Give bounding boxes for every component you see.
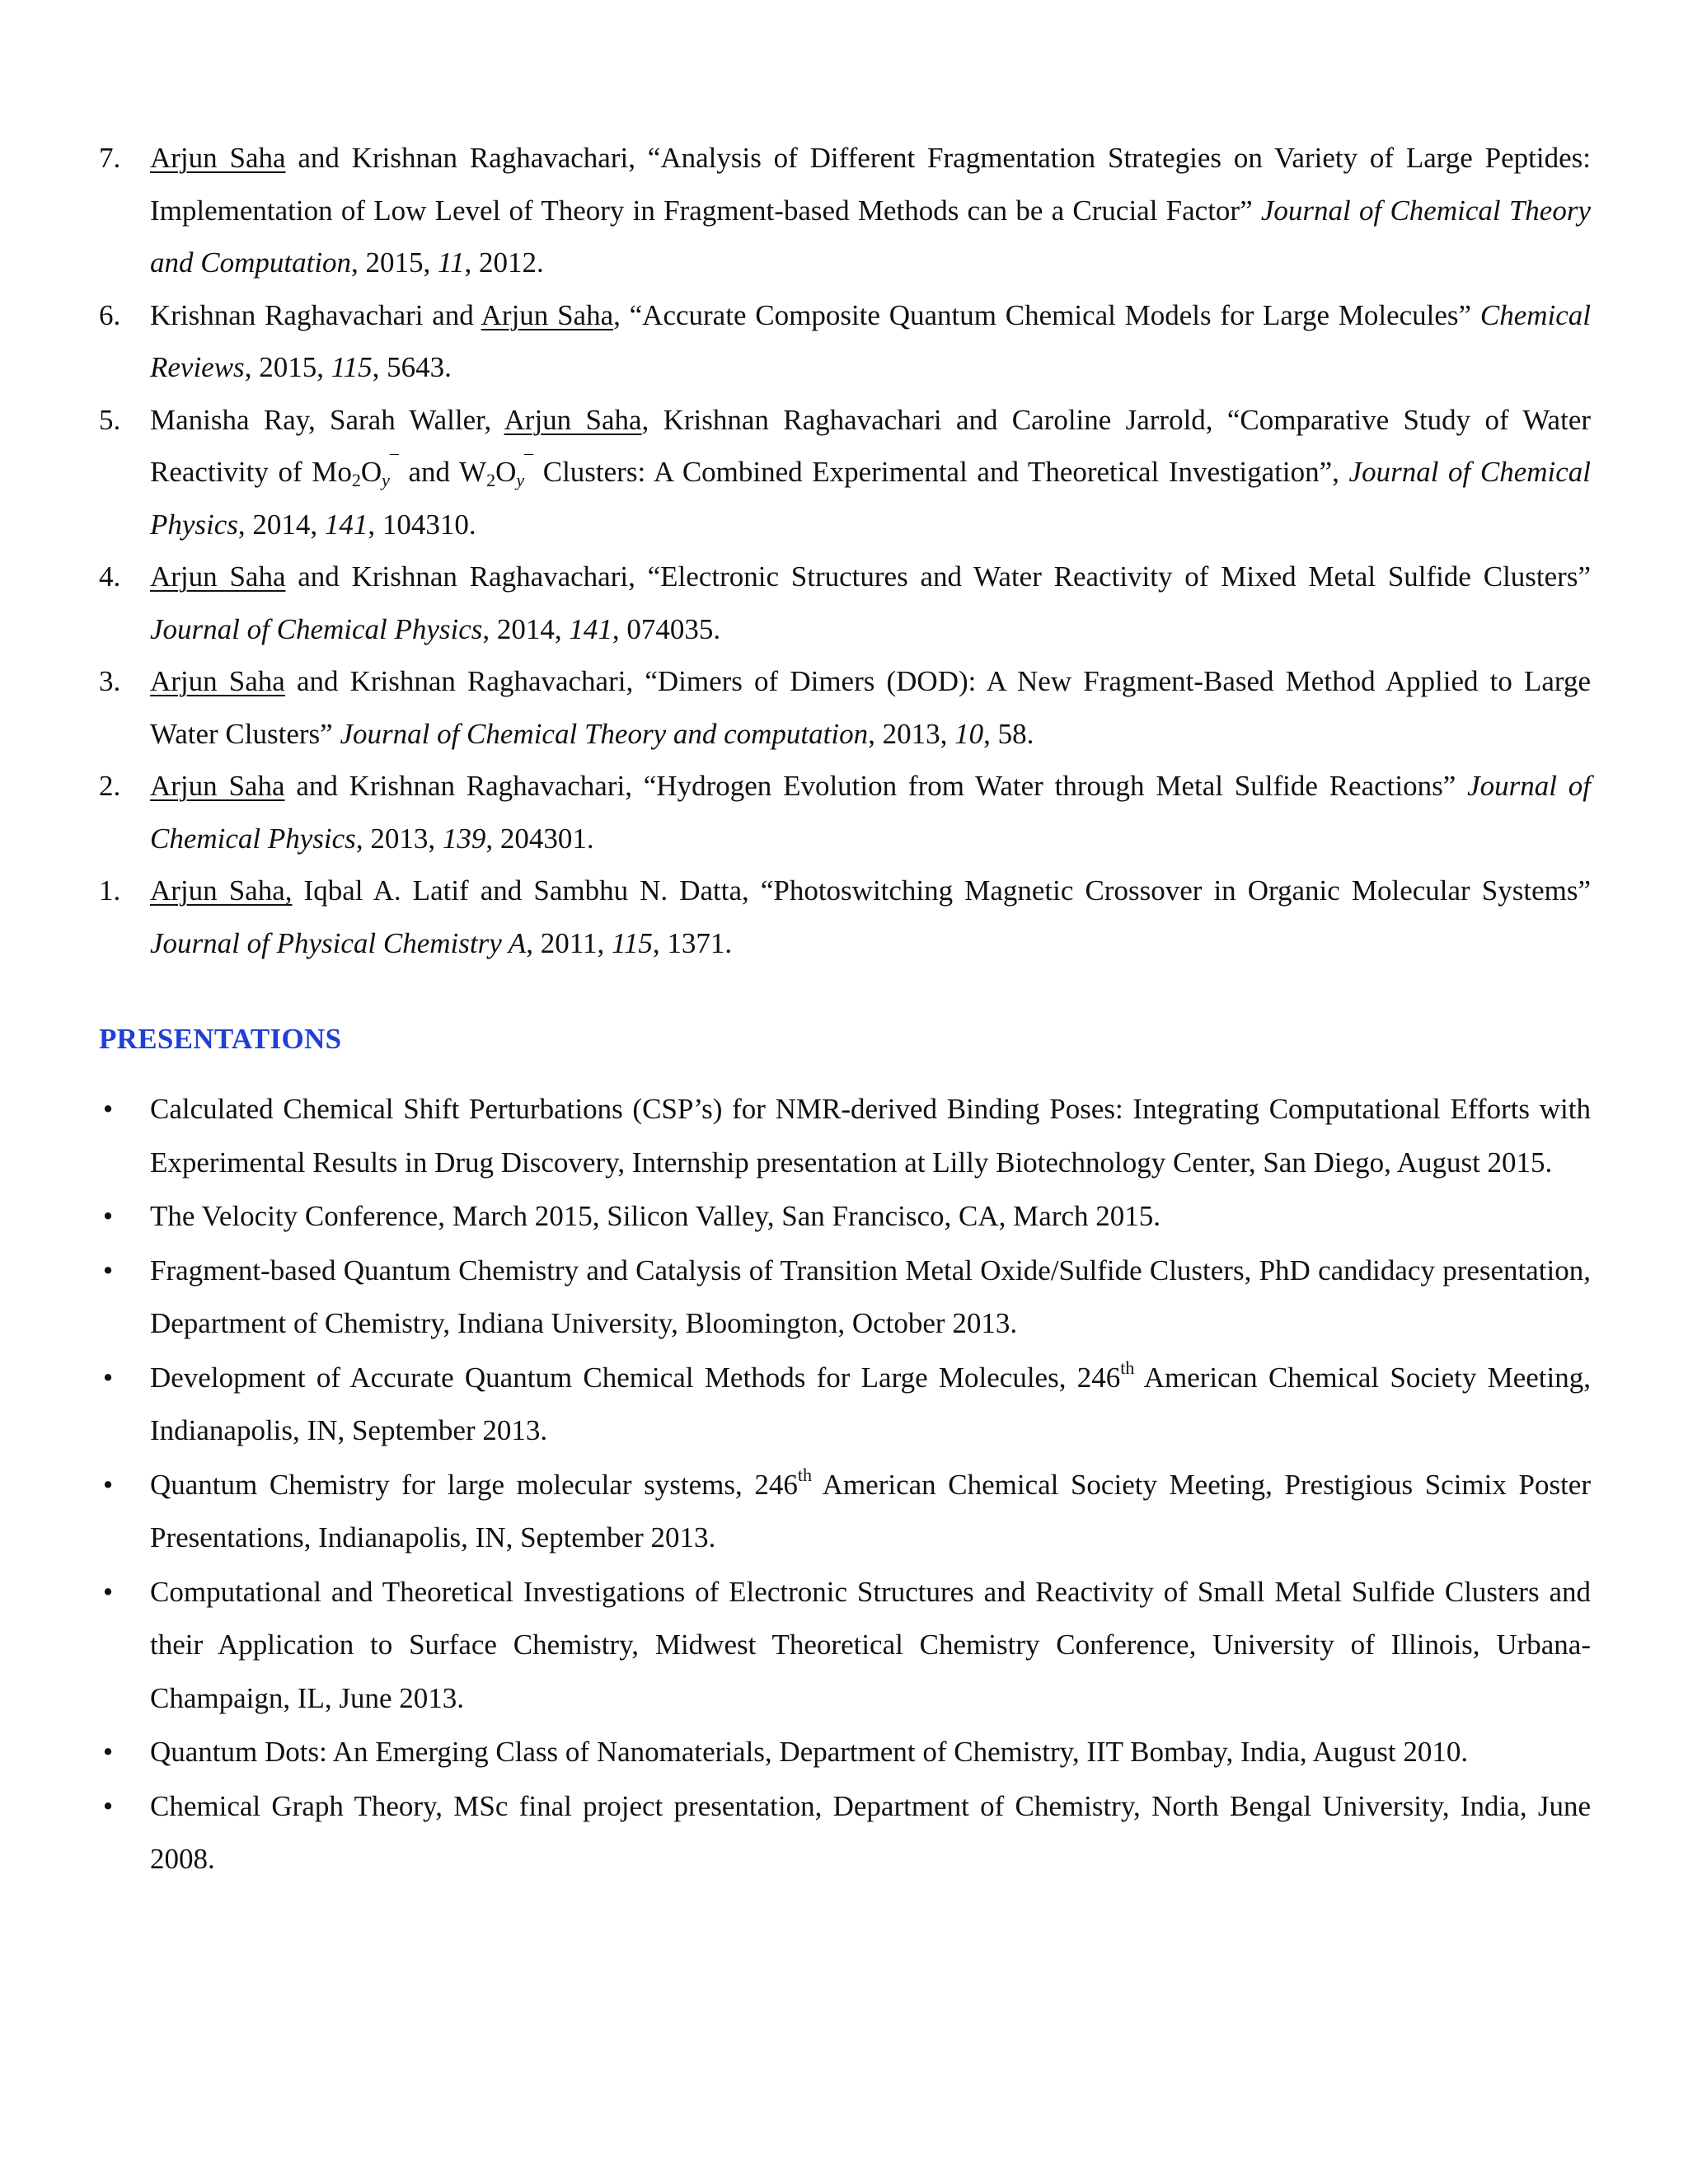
publication-authors-pre: Krishnan Raghavachari and bbox=[150, 298, 481, 331]
formula-charge: ¯ bbox=[524, 452, 534, 472]
publication-pages: , 204301. bbox=[485, 822, 594, 855]
publication-volume: 115 bbox=[611, 926, 653, 959]
formula-subscript-y: y bbox=[382, 470, 390, 490]
journal-name: Chemical Reviews bbox=[150, 298, 1591, 383]
publication-text: and Krishnan Raghavachari, “Electronic Structures and Water Reactivity of Mixed Metal Sulfide Clusters” bbox=[285, 560, 1591, 593]
bullet-icon: • bbox=[102, 1093, 114, 1125]
publication-year: , 2011, bbox=[526, 926, 612, 959]
formula-subscript-y: y bbox=[516, 470, 525, 490]
presentation-list bbox=[99, 1083, 1591, 1886]
publication-volume: 10 bbox=[954, 717, 984, 750]
publication-pages: , 5643. bbox=[372, 351, 452, 383]
author-name: Arjun Saha bbox=[150, 665, 285, 697]
formula-subscript: 2 bbox=[486, 470, 496, 490]
publication-text: Clusters: A Combined Experimental and Theoretical Investigation”, bbox=[533, 456, 1349, 488]
publication-year: , 2013, bbox=[355, 822, 443, 855]
presentation-text: The Velocity Conference, March 2015, Silicon Valley, San Francisco, CA, March 2015. bbox=[150, 1200, 1161, 1232]
journal-name: Journal of Chemical Theory and Computation bbox=[150, 194, 1591, 279]
presentation-item bbox=[99, 1566, 1591, 1726]
bullet-icon: • bbox=[102, 1254, 114, 1286]
author-name: Arjun Saha bbox=[150, 142, 286, 174]
publication-text: , “Accurate Composite Quantum Chemical Models for Large Molecules” bbox=[613, 298, 1480, 331]
publication-text: and Krishnan Raghavachari, “Dimers of Dimers (DOD): A New Fragment-Based Method Applied to Large Water Clusters” bbox=[150, 665, 1591, 750]
journal-name: Journal of Chemical Physics bbox=[150, 612, 483, 645]
publication-item bbox=[99, 394, 1591, 551]
ordinal-superscript: th bbox=[1120, 1357, 1135, 1378]
publication-volume: 141 bbox=[324, 508, 368, 541]
publication-year: , 2014, bbox=[482, 612, 570, 645]
journal-name: Journal of Chemical Theory and computation bbox=[340, 717, 869, 750]
presentation-item bbox=[99, 1083, 1591, 1189]
publication-year: , 2015, bbox=[351, 246, 438, 279]
publication-item bbox=[99, 760, 1591, 865]
publication-list bbox=[99, 132, 1591, 969]
publication-number: 3. bbox=[99, 665, 121, 697]
presentation-text: American Chemical Society Meeting, Prestigious Scimix Poster Presentations, Indianapolis, IN, September 2013. bbox=[150, 1468, 1591, 1554]
bullet-icon: • bbox=[102, 1736, 114, 1768]
formula-text: and W bbox=[398, 456, 487, 488]
presentation-item bbox=[99, 1244, 1591, 1351]
publication-number: 1. bbox=[99, 874, 121, 907]
author-name: Arjun Saha bbox=[504, 403, 642, 436]
presentation-item bbox=[99, 1780, 1591, 1886]
publication-pages: , 074035. bbox=[612, 612, 721, 645]
presentation-item bbox=[99, 1726, 1591, 1779]
publication-item bbox=[99, 289, 1591, 394]
publication-volume: 115 bbox=[331, 351, 373, 383]
bullet-icon: • bbox=[102, 1468, 114, 1501]
presentation-text: Development of Accurate Quantum Chemical Methods for Large Molecules, 246 bbox=[150, 1361, 1121, 1394]
publication-pages: , 1371. bbox=[652, 926, 733, 959]
publication-year: , 2015, bbox=[244, 351, 331, 383]
formula-subscript: 2 bbox=[351, 470, 361, 490]
publication-text: Iqbal A. Latif and Sambhu N. Datta, “Photoswitching Magnetic Crossover in Organic Molecular Systems” bbox=[292, 874, 1591, 907]
formula-text: O bbox=[360, 456, 382, 488]
journal-name: Journal of Physical Chemistry A bbox=[150, 926, 527, 959]
author-name: Arjun Saha bbox=[150, 560, 286, 593]
publication-number: 6. bbox=[99, 298, 121, 331]
publication-item bbox=[99, 551, 1591, 655]
formula-charge: ¯ bbox=[389, 452, 399, 472]
bullet-icon: • bbox=[102, 1575, 114, 1608]
bullet-icon: • bbox=[102, 1789, 114, 1822]
presentation-item bbox=[99, 1352, 1591, 1458]
publication-item bbox=[99, 865, 1591, 969]
bullet-icon: • bbox=[102, 1361, 114, 1394]
publication-pages: , 2012. bbox=[464, 246, 544, 279]
presentation-text: Quantum Dots: An Emerging Class of Nanomaterials, Department of Chemistry, IIT Bombay, India, August 2010. bbox=[150, 1736, 1469, 1768]
publication-number: 4. bbox=[99, 560, 121, 593]
publication-item bbox=[99, 655, 1591, 760]
publication-volume: 139 bbox=[442, 822, 486, 855]
publication-year: , 2013, bbox=[868, 717, 955, 750]
presentation-item bbox=[99, 1190, 1591, 1244]
publication-pages: , 58. bbox=[983, 717, 1034, 750]
publication-volume: 141 bbox=[569, 612, 612, 645]
journal-name: Journal of Chemical Physics bbox=[150, 770, 1591, 855]
presentation-text: Chemical Graph Theory, MSc final project presentation, Department of Chemistry, North Bengal University, India, June 2008. bbox=[150, 1789, 1591, 1875]
presentation-text: American Chemical Society Meeting, Indianapolis, IN, September 2013. bbox=[150, 1361, 1591, 1446]
author-name: Arjun Saha bbox=[481, 298, 614, 331]
presentations-heading: PRESENTATIONS bbox=[99, 1023, 342, 1055]
presentation-text: Quantum Chemistry for large molecular systems, 246 bbox=[150, 1468, 798, 1501]
publication-year: , 2014, bbox=[237, 508, 325, 541]
presentation-text: Fragment-based Quantum Chemistry and Catalysis of Transition Metal Oxide/Sulfide Clusters, PhD candidacy presentation, Department of Chemistry, Indiana University, Bloomington, October 2013. bbox=[150, 1254, 1591, 1339]
publication-authors-pre: Manisha Ray, Sarah Waller, bbox=[150, 403, 504, 436]
journal-name: Journal of Chemical Physics bbox=[150, 456, 1592, 541]
publication-text: and Krishnan Raghavachari, “Analysis of Different Fragmentation Strategies on Variety of Large Peptides: Implementation of Low Level of Theory in Fragment-based Methods can be a Crucial Factor” bbox=[150, 142, 1591, 227]
publication-volume: 11 bbox=[438, 246, 465, 279]
bullet-icon: • bbox=[102, 1200, 114, 1232]
publication-text: , Krishnan Raghavachari and Caroline Jarrold, “Comparative Study of Water Reactivity of Mo bbox=[150, 403, 1592, 488]
publication-item bbox=[99, 132, 1591, 289]
author-name: Arjun Saha, bbox=[150, 874, 293, 907]
presentation-item bbox=[99, 1459, 1591, 1565]
ordinal-superscript: th bbox=[797, 1464, 812, 1485]
publication-text: and Krishnan Raghavachari, “Hydrogen Evolution from Water through Metal Sulfide Reactions” bbox=[284, 770, 1468, 802]
formula-text: O bbox=[495, 456, 517, 488]
presentation-text: Calculated Chemical Shift Perturbations (CSP’s) for NMR-derived Binding Poses: Integrating Computational Efforts with Experimental Results in Drug Discovery, Internship presentation at Lilly Biotechnology Center, San Diego, August 2015. bbox=[150, 1093, 1591, 1179]
publication-number: 2. bbox=[99, 770, 121, 802]
document-content bbox=[99, 132, 1591, 1887]
publication-number: 5. bbox=[99, 403, 121, 436]
publication-pages: , 104310. bbox=[368, 508, 476, 541]
presentation-text: Computational and Theoretical Investigations of Electronic Structures and Reactivity of Small Metal Sulfide Clusters and their Application to Surface Chemistry, Midwest Theoretical Chemistry Conference, University of Illinois, Urbana-Champaign, IL, June 2013. bbox=[150, 1575, 1591, 1714]
publication-number: 7. bbox=[99, 142, 121, 174]
author-name: Arjun Saha bbox=[150, 770, 285, 802]
